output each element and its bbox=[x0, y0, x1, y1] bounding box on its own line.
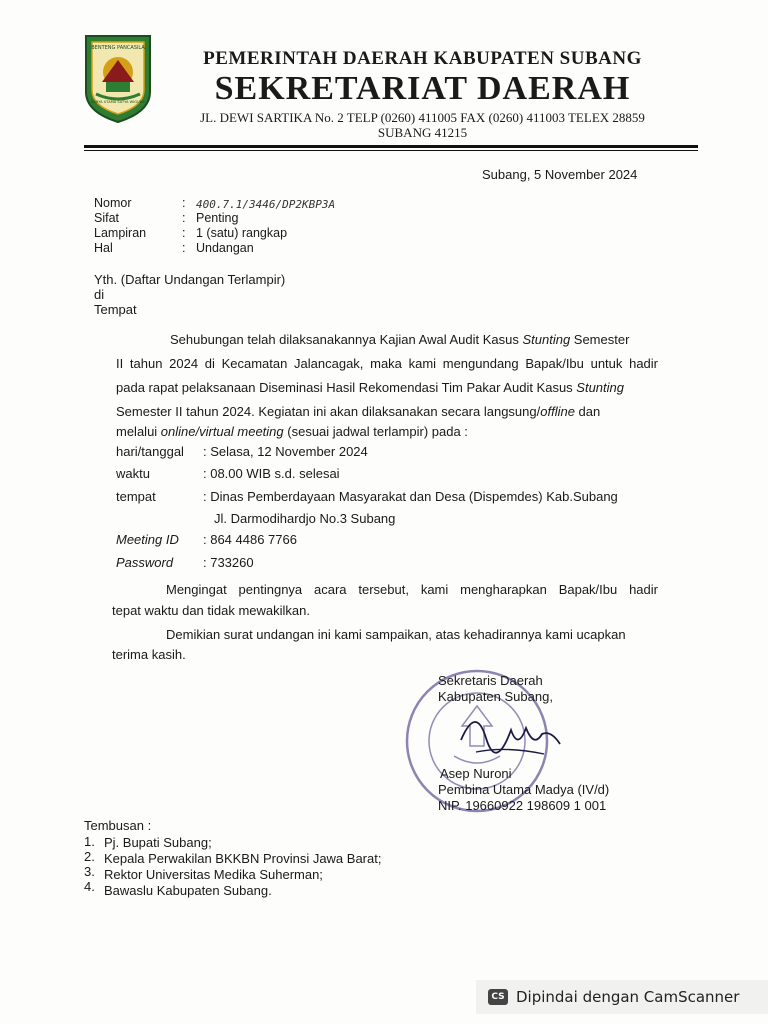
body-paragraph-line: pada rapat pelaksanaan Diseminasi Hasil Rekomendasi Tim Pakar Audit Kasus Stunting bbox=[116, 380, 624, 395]
cc-item-number: 4. bbox=[84, 879, 95, 894]
cc-title: Tembusan : bbox=[84, 818, 152, 833]
meta-colon: : bbox=[182, 196, 186, 210]
schedule-value-password: : 733260 bbox=[203, 555, 254, 570]
cc-item: Kepala Perwakilan BKKBN Provinsi Jawa Barat; bbox=[104, 851, 382, 866]
signatory-name: Asep Nuroni bbox=[440, 766, 512, 781]
camscanner-logo-icon: CS bbox=[488, 989, 508, 1005]
subang-regency-logo-icon bbox=[82, 32, 154, 124]
meta-label: Nomor bbox=[94, 196, 132, 210]
letterhead-office: SEKRETARIAT DAERAH bbox=[214, 70, 631, 107]
meta-value-nature: Penting bbox=[196, 211, 239, 225]
schedule-label-meeting-id: Meeting ID bbox=[116, 532, 179, 547]
signatory-nip: NIP. 19660922 198609 1 001 bbox=[438, 798, 607, 813]
recipient-line: Yth. (Daftar Undangan Terlampir) bbox=[94, 272, 286, 287]
body-paragraph-line: Semester II tahun 2024. Kegiatan ini akan dilaksanakan secara langsung/offline dan bbox=[116, 404, 601, 419]
signatory-title: Sekretaris Daerah bbox=[438, 673, 543, 688]
cc-item: Pj. Bupati Subang; bbox=[104, 835, 212, 850]
meta-value-number: 400.7.1/3446/DP2KBP3A bbox=[196, 198, 336, 211]
schedule-value-meeting-id: : 864 4486 7766 bbox=[203, 532, 297, 547]
body-paragraph-line: Demikian surat undangan ini kami sampaikan, atas kehadirannya kami ucapkan bbox=[166, 627, 626, 642]
letterhead-rule-thick bbox=[84, 145, 698, 148]
letterhead-address: JL. DEWI SARTIKA No. 2 TELP (0260) 411005 FAX (0260) 411003 TELEX 28859 bbox=[200, 110, 645, 125]
meta-label: Hal bbox=[94, 241, 113, 255]
cc-item-number: 1. bbox=[84, 834, 95, 849]
body-paragraph-line: terima kasih. bbox=[112, 647, 186, 662]
schedule-label-place: tempat bbox=[116, 489, 156, 504]
schedule-value-day: : Selasa, 12 November 2024 bbox=[203, 444, 368, 459]
meta-colon: : bbox=[182, 211, 186, 225]
meta-colon: : bbox=[182, 241, 186, 255]
body-paragraph-line: tepat waktu dan tidak mewakilkan. bbox=[112, 603, 310, 618]
letterhead-rule-thin bbox=[84, 150, 698, 151]
cc-item: Bawaslu Kabupaten Subang. bbox=[104, 883, 272, 898]
recipient-line: di bbox=[94, 287, 105, 302]
camscanner-label: Dipindai dengan CamScanner bbox=[516, 988, 740, 1006]
body-paragraph-line: Mengingat pentingnya acara tersebut, kami mengharapkan Bapak/Ibu hadir bbox=[166, 582, 658, 597]
body-paragraph-line: Sehubungan telah dilaksanakannya Kajian Awal Audit Kasus Stunting Semester bbox=[170, 332, 630, 347]
signature-scribble-icon bbox=[456, 700, 566, 770]
cc-item: Rektor Universitas Medika Suherman; bbox=[104, 867, 323, 882]
letterhead-city: SUBANG 41215 bbox=[377, 125, 468, 140]
schedule-value-address: Jl. Darmodihardjo No.3 Subang bbox=[214, 511, 396, 526]
logo-motto-bottom: KARYA UTAMA SATYA WIGUNA bbox=[91, 100, 145, 104]
schedule-label-time: waktu bbox=[116, 466, 150, 481]
schedule-label-password: Password bbox=[116, 555, 174, 570]
camscanner-watermark bbox=[476, 980, 768, 1014]
cc-item-number: 2. bbox=[84, 849, 95, 864]
meta-label: Lampiran bbox=[94, 226, 147, 240]
body-paragraph-line: melalui online/virtual meeting (sesuai jadwal terlampir) pada : bbox=[116, 424, 468, 439]
body-paragraph-line: II tahun 2024 di Kecamatan Jalancagak, maka kami mengundang Bapak/Ibu untuk hadir bbox=[116, 356, 658, 371]
meta-colon: : bbox=[182, 226, 186, 240]
meta-value-attachment: 1 (satu) rangkap bbox=[196, 226, 288, 240]
meta-value-subject: Undangan bbox=[196, 241, 254, 255]
signatory-region: Kabupaten Subang, bbox=[438, 689, 553, 704]
meta-label: Sifat bbox=[94, 211, 120, 225]
letterhead-government: PEMERINTAH DAERAH KABUPATEN SUBANG bbox=[203, 48, 642, 69]
letter-date: Subang, 5 November 2024 bbox=[482, 167, 638, 182]
logo-motto-top: BENTENG PANCASILA bbox=[91, 45, 145, 51]
signatory-rank: Pembina Utama Madya (IV/d) bbox=[438, 782, 610, 797]
cc-item-number: 3. bbox=[84, 864, 95, 879]
recipient-line: Tempat bbox=[94, 302, 137, 317]
schedule-label-day: hari/tanggal bbox=[116, 444, 184, 459]
schedule-value-place: : Dinas Pemberdayaan Masyarakat dan Desa (Dispemdes) Kab.Subang bbox=[203, 489, 618, 504]
schedule-value-time: : 08.00 WIB s.d. selesai bbox=[203, 466, 340, 481]
